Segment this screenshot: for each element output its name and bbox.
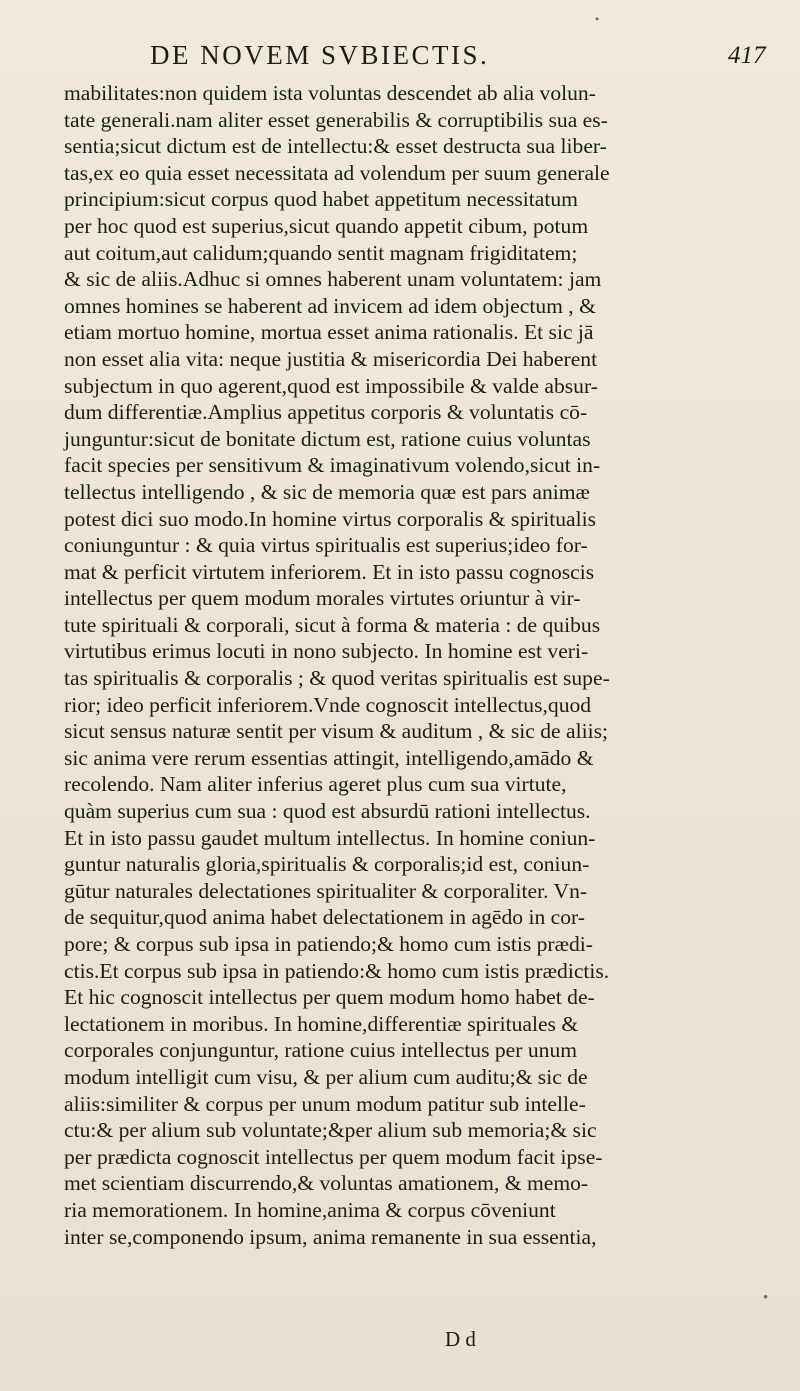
text-line: sicut sensus naturæ sentit per visum & auditum , & sic de aliis; (64, 719, 608, 744)
text-line: potest dici suo modo.In homine virtus corporalis & spiritualis (64, 506, 596, 531)
text-line: sic anima vere rerum essentias attingit, intelligendo,amādo & (64, 745, 594, 770)
text-line: virtutibus erimus locuti in nono subjecto. In homine est veri- (64, 639, 589, 664)
text-line: ctis.Et corpus sub ipsa in patiendo:& homo cum istis prædictis. (64, 958, 610, 983)
text-line: met scientiam discurrendo,& voluntas amationem, & memo- (64, 1171, 589, 1196)
text-line: facit species per sensitivum & imaginativum volendo,sicut in- (64, 453, 601, 478)
text-line: guntur naturalis gloria,spiritualis & corporalis;id est, coniun- (64, 852, 590, 877)
text-line: aliis:similiter & corpus per unum modum patitur sub intelle- (64, 1091, 586, 1116)
running-head: DE NOVEM SVBIECTIS. (150, 40, 490, 70)
text-line: modum intelligit cum visu, & per alium cum auditu;& sic de (64, 1064, 588, 1089)
text-line: tellectus intelligendo , & sic de memoria quæ est pars animæ (64, 479, 590, 504)
text-line: lectationem in moribus. In homine,differentiæ spirituales & (64, 1011, 579, 1036)
text-line: omnes homines se haberent ad invicem ad idem objectum , & (64, 293, 596, 318)
ink-speck: • (595, 12, 600, 26)
text-line: tate generali.nam aliter esset generabilis & corruptibilis sua es- (64, 107, 608, 132)
text-line: mat & perficit virtutem inferiorem. Et in isto passu cognoscis (64, 559, 595, 584)
text-line: coniunguntur : & quia virtus spiritualis est superius;ideo for- (64, 533, 588, 558)
text-line: inter se,componendo ipsum, anima remanente in sua essentia, (64, 1224, 597, 1249)
text-line: tute spirituali & corporali, sicut à forma & materia : de quibus (64, 612, 601, 637)
text-line: pore; & corpus sub ipsa in patiendo;& homo cum istis prædi- (64, 932, 593, 956)
page-number: 417 (728, 42, 766, 69)
text-line: dum differentiæ.Amplius appetitus corporis & voluntatis cō- (64, 400, 588, 425)
ink-speck: • (763, 1290, 769, 1306)
text-line: per hoc quod est superius,sicut quando appetit cibum, potum (64, 213, 589, 238)
text-line: non esset alia vita: neque justitia & misericordia Dei haberent (64, 346, 598, 371)
text-line: aut coitum,aut calidum;quando sentit magnam frigiditatem; (64, 240, 578, 265)
text-line: rior; ideo perficit inferiorem.Vnde cognoscit intellectus,quod (64, 692, 592, 717)
text-line: etiam mortuo homine, mortua esset anima rationalis. Et sic jā (64, 320, 594, 345)
text-line: per prædicta cognoscit intellectus per quem modum facit ipse- (64, 1144, 603, 1169)
text-line: intellectus per quem modum morales virtutes oriuntur à vir- (64, 586, 581, 611)
text-line: Et hic cognoscit intellectus per quem modum homo habet de- (64, 985, 595, 1010)
text-line: corporales conjunguntur, ratione cuius intellectus per unum (64, 1038, 578, 1063)
text-line: gūtur naturales delectationes spiritualiter & corporaliter. Vn- (64, 878, 588, 903)
text-line: tas spiritualis & corporalis ; & quod veritas spiritualis est supe- (64, 666, 610, 691)
text-line: junguntur:sicut de bonitate dictum est, ratione cuius voluntas (64, 426, 591, 451)
text-line: mabilitates:non quidem ista voluntas descendet ab alia volun- (64, 81, 596, 105)
text-line: & sic de aliis.Adhuc si omnes haberent unam voluntatem: jam (64, 267, 602, 292)
text-line: recolendo. Nam aliter inferius ageret plus cum sua virtute, (64, 772, 567, 797)
text-line: sentia;sicut dictum est de intellectu:& esset destructa sua liber- (64, 134, 607, 159)
page-header (0, 38, 800, 78)
text-line: Et in isto passu gaudet multum intellectus. In homine coniun- (64, 825, 596, 850)
text-line: principium:sicut corpus quod habet appetitum necessitatum (64, 187, 578, 212)
text-line: subjectum in quo agerent,quod est impossibile & valde absur- (64, 373, 598, 398)
body-text (64, 80, 786, 1250)
text-line: quàm superius cum sua : quod est absurdū rationi intellectus. (64, 799, 591, 824)
text-line: de sequitur,quod anima habet delectationem in agēdo in cor- (64, 905, 585, 930)
text-line: ctu:& per alium sub voluntate;&per alium sub memoria;& sic (64, 1118, 597, 1143)
text-line: tas,ex eo quia esset necessitata ad volendum per suum generale (64, 160, 610, 185)
signature-mark: D d (445, 1327, 476, 1351)
text-line: ria memorationem. In homine,anima & corpus cōveniunt (64, 1197, 556, 1222)
